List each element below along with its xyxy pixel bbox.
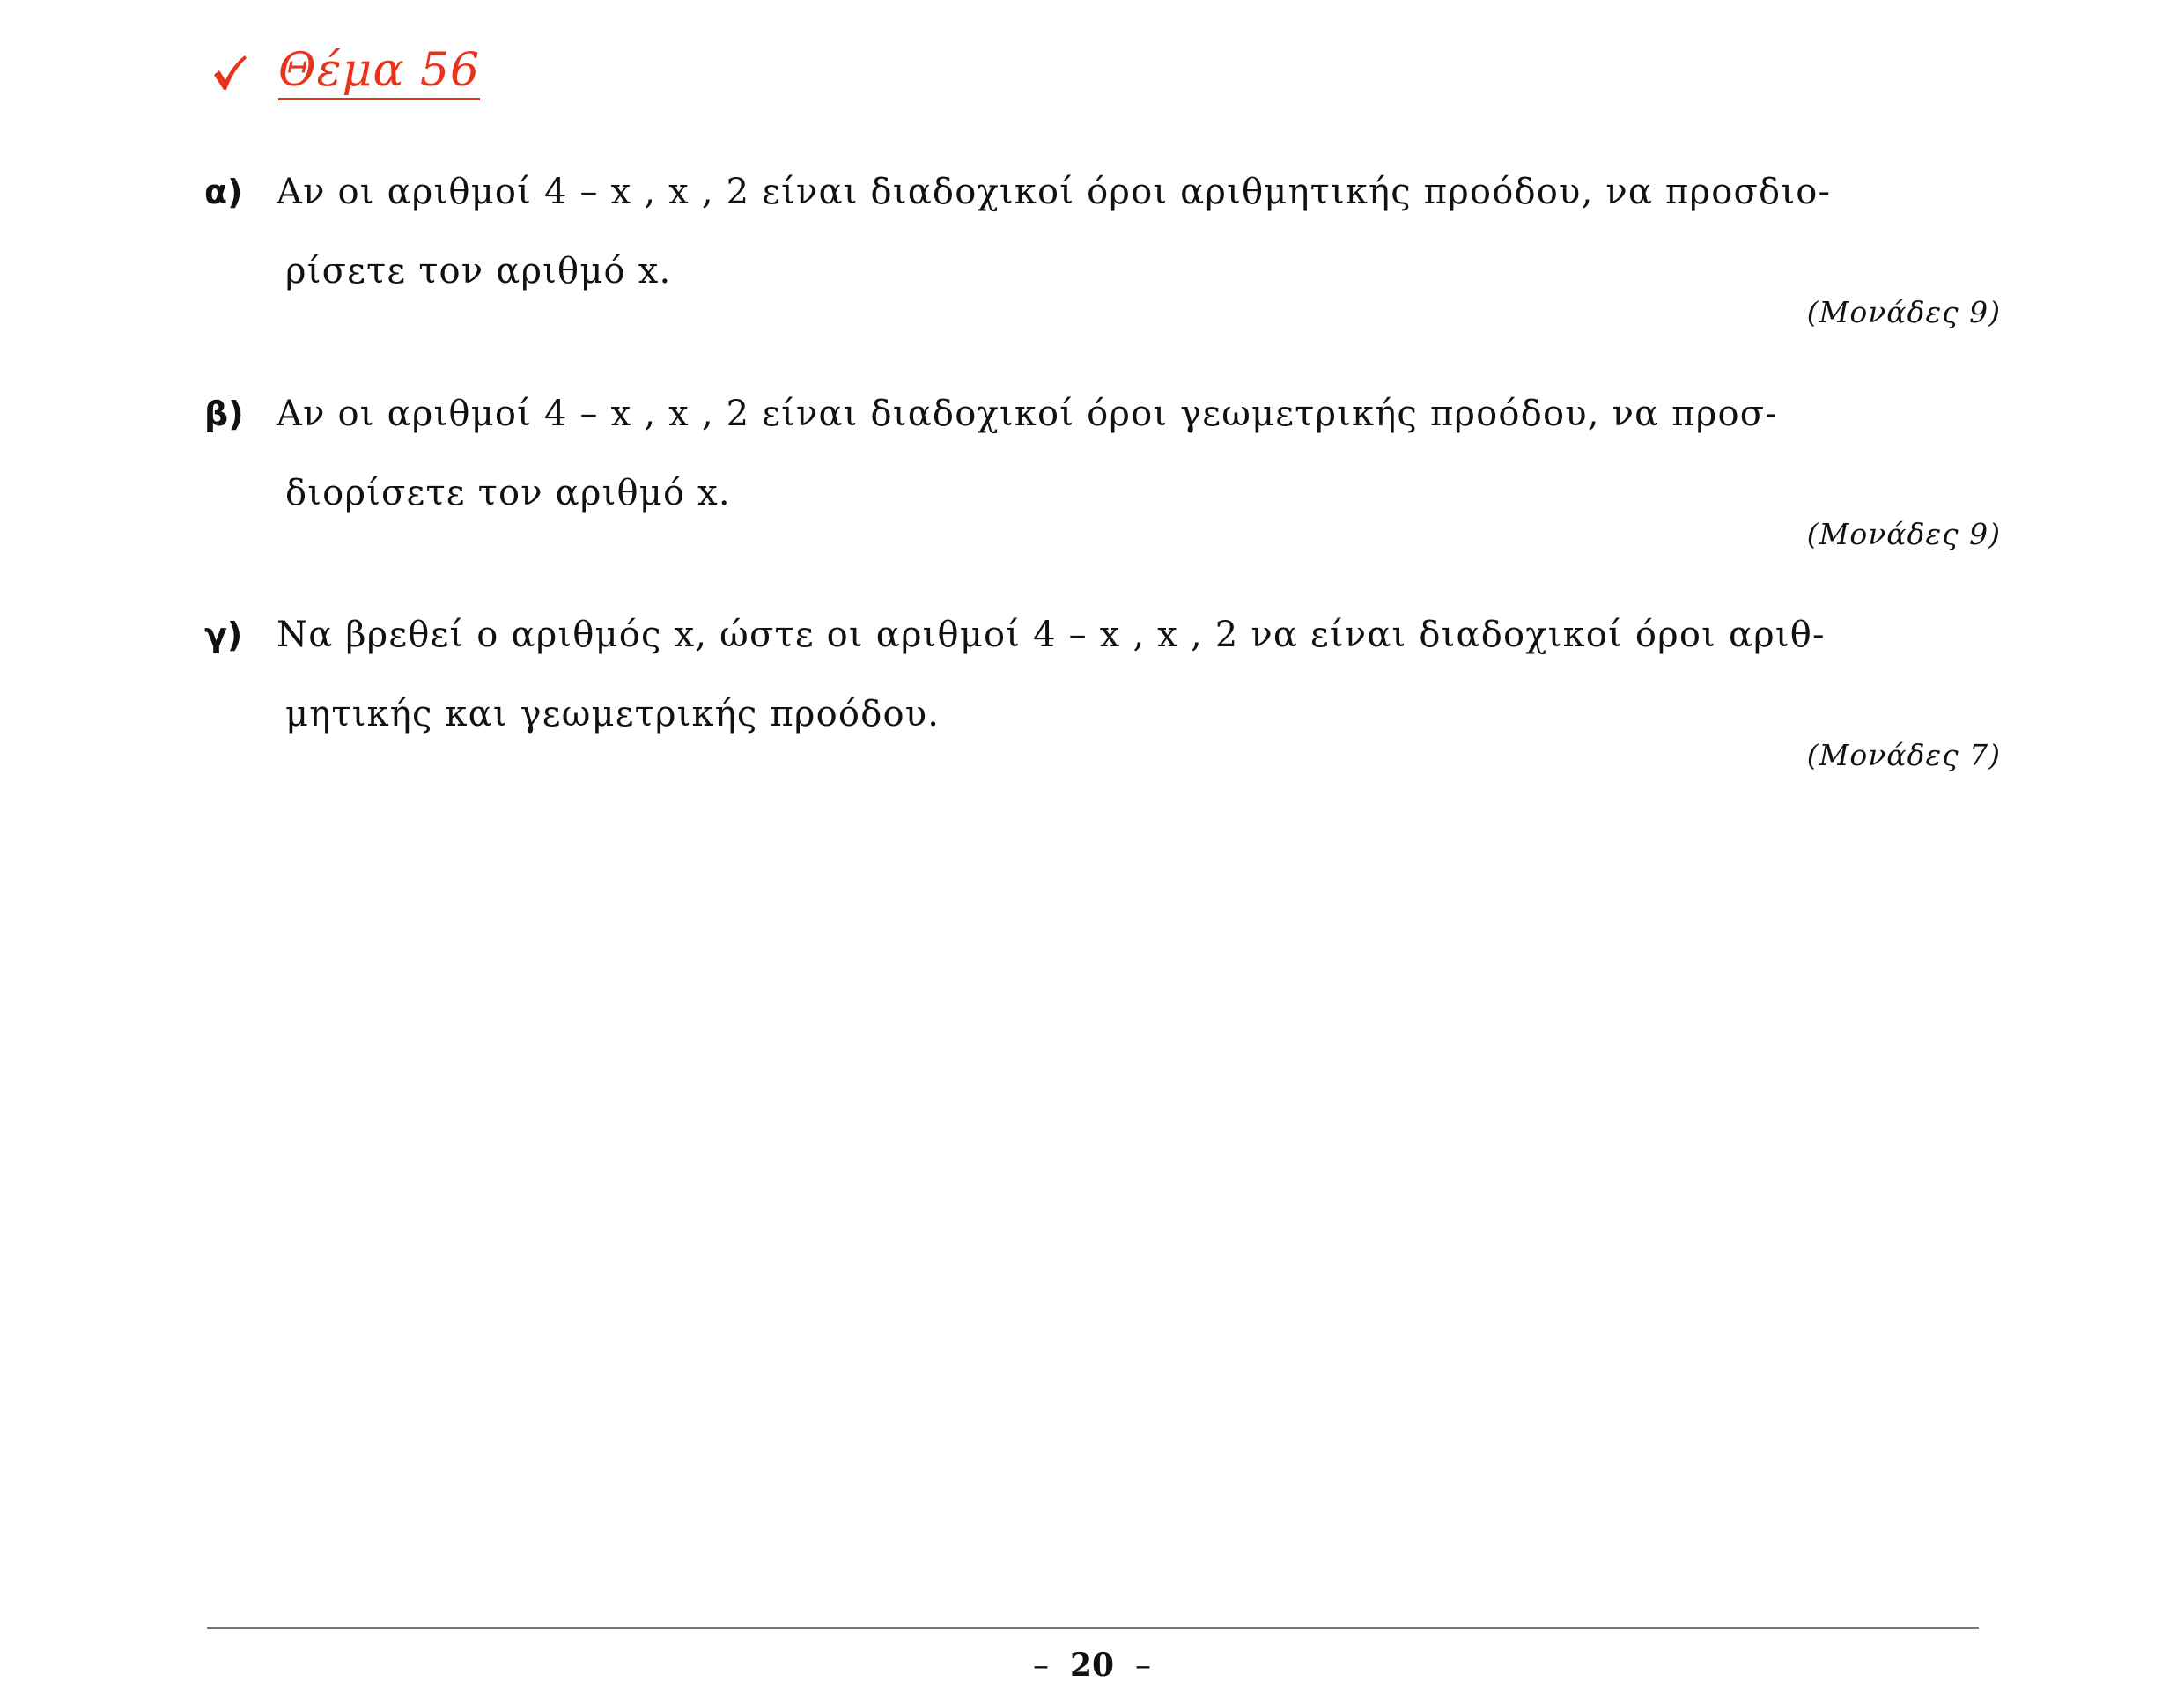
question-a <box>204 152 2001 329</box>
question-text: Να βρεθεί ο αριθμός x, ώστε οι αριθμοί 4 – x , x , 2 να είναι διαδοχικοί όροι αριθ- <box>277 615 1826 655</box>
question-label: α) <box>204 173 243 211</box>
title-text: Θέμα 56 <box>278 46 480 100</box>
marks-label: (Μονάδες 9) <box>1806 517 2001 551</box>
question-label: γ) <box>204 616 243 654</box>
question-b <box>204 374 2001 551</box>
page-number-dash-left: – <box>1032 1648 1049 1684</box>
checkmark-icon <box>211 54 247 92</box>
question-text-continued: ρίσετε τον αριθμό x. <box>285 251 672 291</box>
question-c <box>204 595 2001 772</box>
question-text-continued: διορίσετε τον αριθμό x. <box>285 473 731 513</box>
question-text: Αν οι αριθμοί 4 – x , x , 2 είναι διαδοχικοί όροι αριθμητικής προόδου, να προσδιο- <box>277 172 1832 212</box>
page-number-dash-right: – <box>1135 1648 1152 1684</box>
footer-divider <box>207 1627 1979 1629</box>
question-text-continued: μητικής και γεωμετρικής προόδου. <box>285 694 941 734</box>
page-number-value: 20 <box>1069 1647 1115 1684</box>
section-title <box>211 33 480 113</box>
page-number <box>0 1647 2184 1684</box>
marks-label: (Μονάδες 9) <box>1806 295 2001 329</box>
question-label: β) <box>204 395 244 433</box>
marks-label: (Μονάδες 7) <box>1806 738 2001 772</box>
question-text: Αν οι αριθμοί 4 – x , x , 2 είναι διαδοχικοί όροι γεωμετρικής προόδου, να προσ- <box>277 394 1778 434</box>
